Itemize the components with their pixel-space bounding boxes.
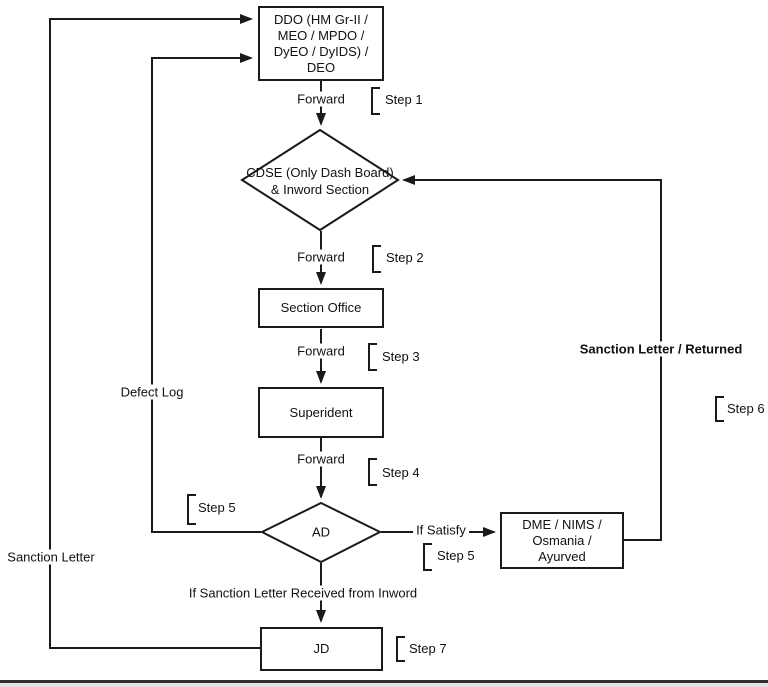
- step-7-label: Step 7: [409, 641, 447, 656]
- forward-label-step1: Forward: [294, 92, 348, 107]
- step-2-label: Step 2: [386, 250, 424, 265]
- dme-node: DME / NIMS / Osmania / Ayurved: [500, 512, 624, 569]
- defect-log-label: Defect Log: [118, 385, 187, 400]
- step-7-bracket: [396, 636, 405, 662]
- if-satisfy-label: If Satisfy: [413, 523, 469, 538]
- step-1-label: Step 1: [385, 92, 423, 107]
- forward-label-step3: Forward: [294, 344, 348, 359]
- if-sanction-received-label: If Sanction Letter Received from Inword: [186, 586, 420, 601]
- section-office-node: Section Office: [258, 288, 384, 328]
- step-5-right-label: Step 5: [437, 548, 475, 563]
- edge-dme-return-to-cdse: [404, 180, 661, 540]
- forward-label-step4: Forward: [294, 452, 348, 467]
- step-4-bracket: [368, 458, 377, 486]
- step-1-bracket: [371, 87, 380, 115]
- edge-ad-defect-log-to-ddo: [152, 58, 261, 532]
- step-5-right-bracket: [423, 543, 432, 571]
- superident-node: Superident: [258, 387, 384, 438]
- step-3-bracket: [368, 343, 377, 371]
- step-6-bracket: [715, 396, 724, 422]
- bottom-strip: [0, 683, 768, 687]
- sanction-letter-label: Sanction Letter: [4, 550, 97, 565]
- cdse-decision-label: CDSE (Only Dash Board) & Inword Section: [246, 165, 394, 197]
- step-3-label: Step 3: [382, 349, 420, 364]
- step-2-bracket: [372, 245, 381, 273]
- ad-decision-label: AD: [311, 524, 331, 540]
- ddo-node: DDO (HM Gr-II / MEO / MPDO / DyEO / DyIDS) / DEO: [258, 6, 384, 81]
- step-6-label: Step 6: [727, 401, 765, 416]
- jd-node: JD: [260, 627, 383, 671]
- step-5-left-bracket: [187, 494, 196, 525]
- step-4-label: Step 4: [382, 465, 420, 480]
- sanction-letter-returned-label: Sanction Letter / Returned: [577, 342, 746, 357]
- step-5-left-label: Step 5: [198, 500, 236, 515]
- forward-label-step2: Forward: [294, 250, 348, 265]
